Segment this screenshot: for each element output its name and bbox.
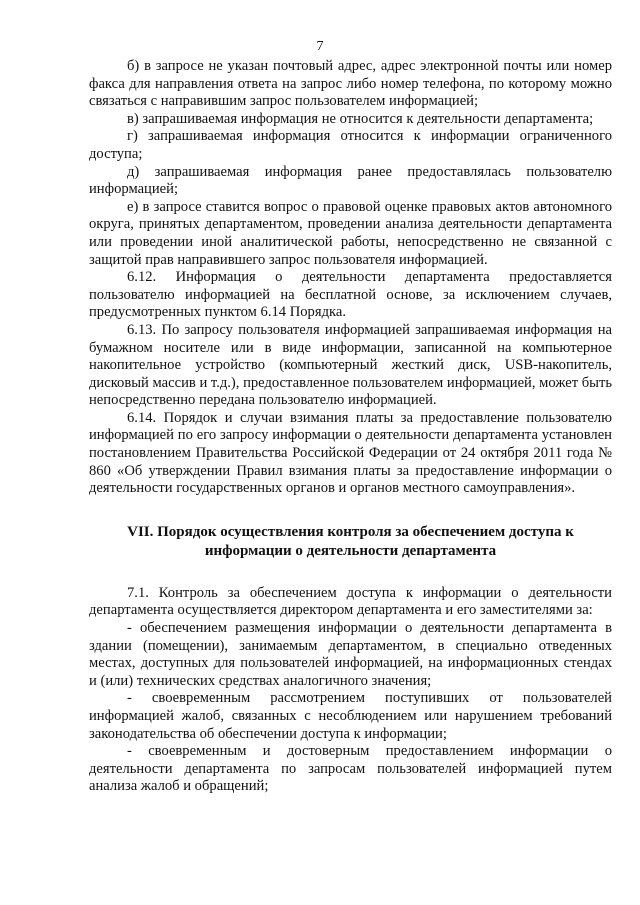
paragraph-item-e: е) в запросе ставится вопрос о правовой оценке правовых актов автономного округа, принятых департаментом, проведении анализа деятельности департамента или проведении иной аналитической работы, непосредственно не связанной с защитой прав направившего запрос пользователя информацией.: [89, 198, 612, 268]
list-item-placement: - обеспечением размещения информации о деятельности департамента в здании (помещении), занимаемым департаментом, в специально отведенных местах, доступных для пользователей информацией, на информационных стендах и (или) технических средствах аналогичного значения;: [89, 620, 612, 689]
paragraph-item-d: д) запрашиваемая информация ранее предоставлялась пользователю информацией;: [89, 163, 612, 198]
paragraph-6-14: 6.14. Порядок и случаи взимания платы за предоставление пользователю информацией по его запросу информации о деятельности департамента установлен постановлением Правительства Российской Федерации от 24 октября 2011 года № 860 «Об утверждении Правил взимания платы за предоставление информации о деятельности государственных органов и органов местного самоуправления».: [89, 409, 612, 497]
list-item-complaints: - своевременным рассмотрением поступивших от пользователей информацией жалоб, связанных с несоблюдением или нарушением требований законодательства об обеспечении доступа к информации;: [89, 690, 612, 742]
section-heading-line-1: VII. Порядок осуществления контроля за обеспечением доступа к: [127, 523, 574, 540]
paragraph-item-b: б) в запросе не указан почтовый адрес, адрес электронной почты или номер факса для направления ответа на запрос либо номер телефона, по которому можно связаться с направившим запрос пользователем информацией;: [89, 58, 612, 110]
paragraph-6-12: 6.12. Информация о деятельности департамента предоставляется пользователю информацией на бесплатной основе, за исключением случаев, предусмотренных пунктом 6.14 Порядка.: [89, 269, 612, 321]
section-heading: [89, 523, 612, 561]
page-number: 7: [316, 39, 324, 54]
document-body: [89, 58, 612, 796]
paragraph-item-v: в) запрашиваемая информация не относится к деятельности департамента;: [127, 110, 594, 127]
paragraph-item-g: г) запрашиваемая информация относится к информации ограниченного доступа;: [89, 128, 612, 162]
list-item-requests: - своевременным и достоверным предоставлением информации о деятельности департамента по запросам пользователей информацией путем анализа жалоб и обращений;: [89, 743, 612, 795]
paragraph-7-1: 7.1. Контроль за обеспечением доступа к информации о деятельности департамента осуществляется директором департамента и его заместителями за:: [89, 584, 612, 619]
paragraph-6-13: 6.13. По запросу пользователя информацией запрашиваемая информация на бумажном носителе или в виде информации, записанной на компьютерное накопительное устройство (компьютерный жесткий диск, USB-накопитель, дисковый массив и т.д.), предоставленное пользователем информацией, может быть непосредственно передана пользователю информацией.: [89, 321, 612, 409]
section-heading-line-2: информации о деятельности департамента: [204, 542, 497, 559]
